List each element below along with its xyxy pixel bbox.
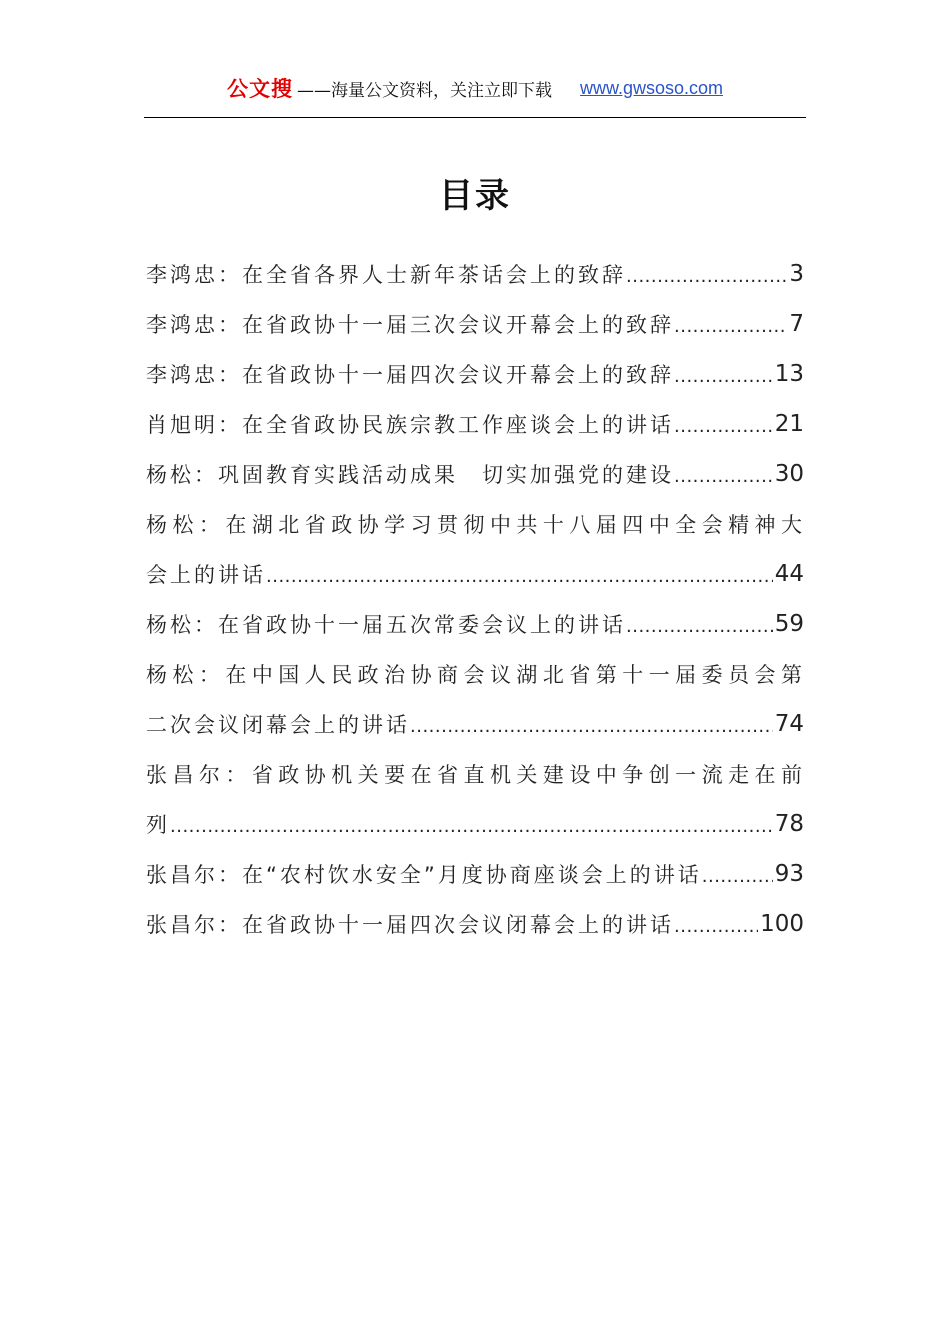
toc-entry-title: 李鸿忠：在全省各界人士新年茶话会上的致辞 <box>146 263 626 287</box>
toc-entry[interactable] <box>146 349 804 399</box>
table-of-contents <box>146 249 804 949</box>
toc-entry[interactable] <box>146 599 804 649</box>
toc-entry[interactable] <box>146 299 804 349</box>
toc-dot-leader <box>702 862 773 887</box>
toc-dot-leader <box>674 412 773 437</box>
toc-entry-page: 13 <box>774 361 804 387</box>
toc-entry-page: 93 <box>774 861 804 887</box>
toc-dot-leader <box>410 712 773 737</box>
toc-entry[interactable] <box>146 449 804 499</box>
toc-dot-leader <box>626 262 787 287</box>
toc-entry-title-line2: 会上的讲话 <box>146 563 266 587</box>
toc-entry-title-line2: 列 <box>146 813 170 837</box>
toc-dot-leader <box>266 562 773 587</box>
toc-entry-title: 张昌尔：在“农村饮水安全”月度协商座谈会上的讲话 <box>146 863 702 887</box>
website-link[interactable]: www.gwsoso.com <box>579 77 724 98</box>
toc-entry[interactable] <box>146 899 804 949</box>
toc-entry-title: 李鸿忠：在省政协十一届四次会议开幕会上的致辞 <box>146 363 674 387</box>
toc-entry[interactable] <box>146 649 804 699</box>
toc-entry-title: 肖旭明：在全省政协民族宗教工作座谈会上的讲话 <box>146 413 674 437</box>
toc-dot-leader <box>626 612 773 637</box>
toc-title: 目录 <box>439 176 511 216</box>
toc-dot-leader <box>674 912 758 937</box>
toc-entry[interactable] <box>146 249 804 299</box>
toc-entry[interactable] <box>146 849 804 899</box>
toc-entry-title: 杨松：在省政协十一届五次常委会议上的讲话 <box>146 613 626 637</box>
toc-dot-leader <box>674 362 773 387</box>
toc-entry-page: 7 <box>789 311 804 337</box>
toc-dot-leader <box>674 462 773 487</box>
header-divider <box>144 117 806 118</box>
toc-entry-continuation[interactable] <box>146 699 804 749</box>
toc-entry-title-line1: 张昌尔：省政协机关要在省直机关建设中争创一流走在前 <box>146 763 804 787</box>
toc-entry-continuation[interactable] <box>146 549 804 599</box>
toc-entry-page: 59 <box>774 611 804 637</box>
toc-entry-title-line1: 杨松：在中国人民政治协商会议湖北省第十一届委员会第 <box>146 663 804 687</box>
toc-entry-page: 74 <box>774 711 804 737</box>
toc-entry-continuation[interactable] <box>146 799 804 849</box>
toc-entry[interactable] <box>146 749 804 799</box>
toc-entry-page: 78 <box>774 811 804 837</box>
brand-logo-text: 公文搜 <box>226 77 293 101</box>
toc-entry-page: 44 <box>774 561 804 587</box>
toc-entry-page: 3 <box>789 261 804 287</box>
page-header <box>144 70 806 106</box>
toc-entry-title: 张昌尔：在省政协十一届四次会议闭幕会上的讲话 <box>146 913 674 937</box>
toc-entry-title: 李鸿忠：在省政协十一届三次会议开幕会上的致辞 <box>146 313 674 337</box>
toc-entry[interactable] <box>146 499 804 549</box>
toc-dot-leader <box>674 312 787 337</box>
toc-entry-title: 杨松：巩固教育实践活动成果 切实加强党的建设 <box>146 463 674 487</box>
toc-entry-title-line2: 二次会议闭幕会上的讲话 <box>146 713 410 737</box>
header-slogan: ——海量公文资料，关注立即下载 <box>296 80 552 101</box>
toc-entry-page: 100 <box>760 911 804 937</box>
toc-entry-title-line1: 杨松：在湖北省政协学习贯彻中共十八届四中全会精神大 <box>146 513 804 537</box>
toc-entry[interactable] <box>146 399 804 449</box>
toc-entry-page: 30 <box>774 461 804 487</box>
toc-entry-page: 21 <box>774 411 804 437</box>
toc-dot-leader <box>170 812 773 837</box>
